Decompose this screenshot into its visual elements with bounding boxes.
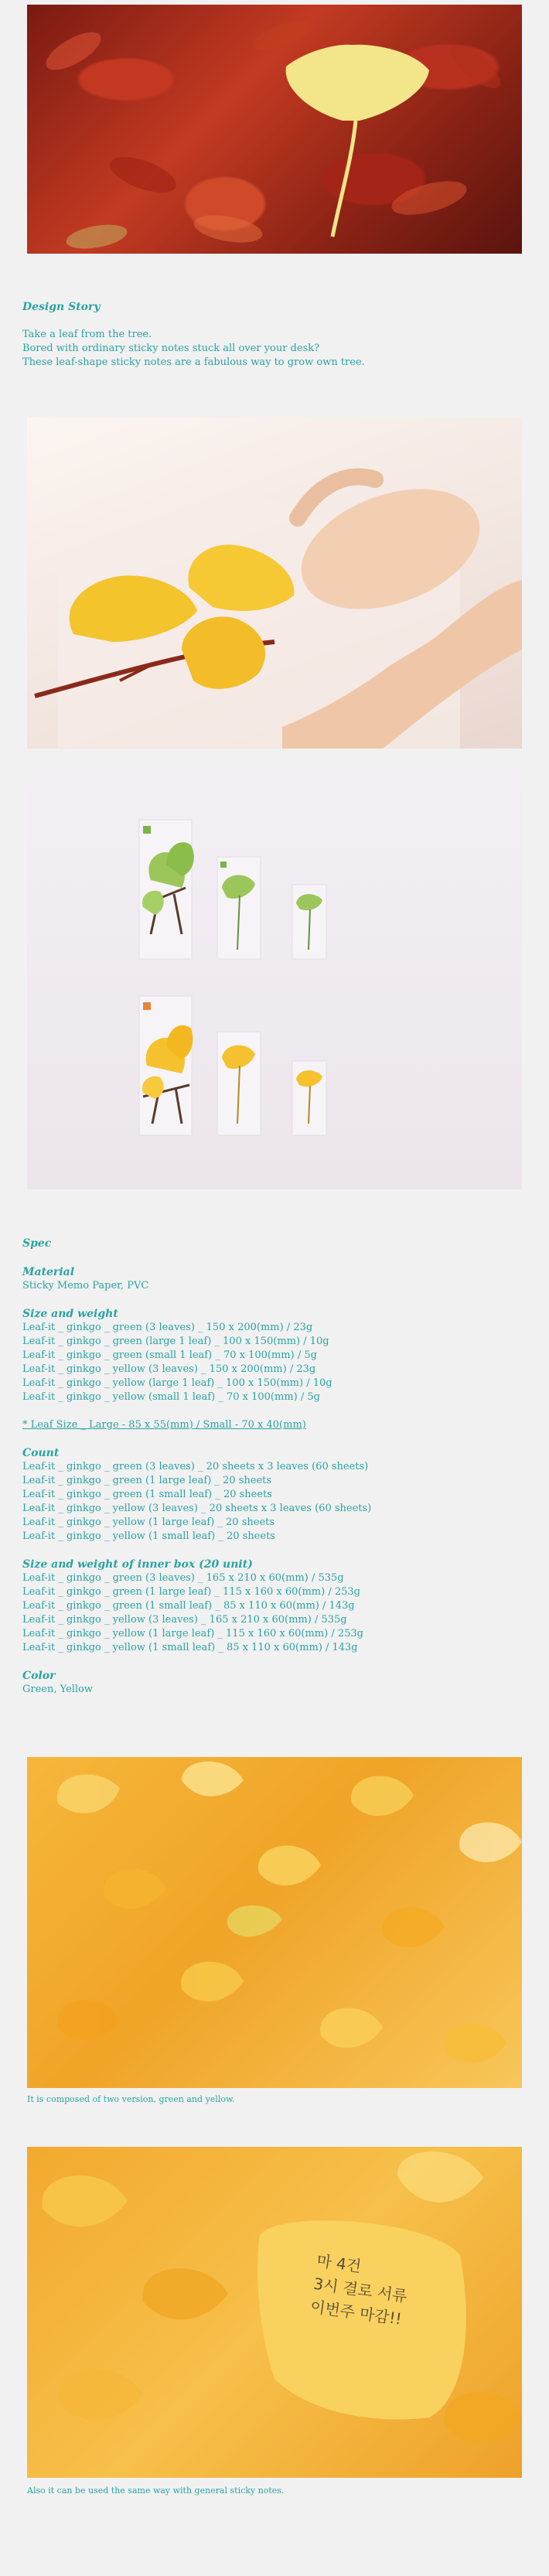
photo-leaf-note-with-handwriting xyxy=(27,2147,522,2478)
material-value: Sticky Memo Paper, PVC xyxy=(22,1280,149,1291)
design-story-line-2: Bored with ordinary sticky notes stuck all over your desk? xyxy=(22,343,320,354)
count-line-2: Leaf-it _ ginkgo _ green (1 large leaf) _ 20 sheets xyxy=(22,1475,272,1486)
handwriting xyxy=(309,2249,411,2331)
caption-two-versions: It is composed of two version, green and yellow. xyxy=(27,2094,235,2104)
size-line-1: Leaf-it _ ginkgo _ green (3 leaves) _ 150 x 200(mm) / 23g xyxy=(22,1322,313,1333)
handwriting-line-3: 이번주 마감!! xyxy=(309,2297,403,2329)
size-line-4: Leaf-it _ ginkgo _ yellow (3 leaves) _ 150 x 200(mm) / 23g xyxy=(22,1363,316,1375)
box-line-5: Leaf-it _ ginkgo _ yellow (1 large leaf) _ 115 x 160 x 60(mm) / 253g xyxy=(22,1628,363,1639)
box-line-3: Leaf-it _ ginkgo _ green (1 small leaf) _ 85 x 110 x 60(mm) / 143g xyxy=(22,1600,355,1612)
design-story-line-1: Take a leaf from the tree. xyxy=(22,329,152,340)
size-line-2: Leaf-it _ ginkgo _ green (large 1 leaf) _ 100 x 150(mm) / 10g xyxy=(22,1336,329,1347)
leaf-pile xyxy=(27,1757,522,2088)
material-heading: Material xyxy=(22,1266,75,1278)
count-line-3: Leaf-it _ ginkgo _ green (1 small leaf) _ 20 sheets xyxy=(22,1489,272,1500)
count-heading: Count xyxy=(22,1447,60,1459)
inner-box-heading: Size and weight of inner box (20 unit) xyxy=(22,1558,253,1571)
size-weight-heading: Size and weight xyxy=(22,1308,118,1320)
count-line-1: Leaf-it _ ginkgo _ green (3 leaves) _ 20 sheets x 3 leaves (60 sheets) xyxy=(22,1461,369,1472)
handwriting-line-2: 3시 결로 서류 xyxy=(312,2274,409,2306)
box-line-1: Leaf-it _ ginkgo _ green (3 leaves) _ 165 x 210 x 60(mm) / 535g xyxy=(22,1572,344,1584)
design-story-line-3: These leaf-shape sticky notes are a fabulous way to grow own tree. xyxy=(22,357,365,368)
count-line-4: Leaf-it _ ginkgo _ yellow (3 leaves) _ 20 sheets x 3 leaves (60 sheets) xyxy=(22,1503,372,1514)
caption-usage: Also it can be used the same way with general sticky notes. xyxy=(27,2486,285,2496)
color-heading: Color xyxy=(22,1670,56,1682)
design-story-heading: Design Story xyxy=(22,301,101,313)
count-line-5: Leaf-it _ ginkgo _ yellow (1 large leaf) _ 20 sheets xyxy=(22,1517,275,1528)
count-line-6: Leaf-it _ ginkgo _ yellow (1 small leaf) _ 20 sheets xyxy=(22,1530,275,1542)
size-line-5: Leaf-it _ ginkgo _ yellow (large 1 leaf) _ 100 x 150(mm) / 10g xyxy=(22,1377,332,1389)
hero-photo-red-leaves-ginkgo xyxy=(27,5,522,254)
photo-product-packages-green-yellow xyxy=(27,772,522,1189)
box-line-2: Leaf-it _ ginkgo _ green (1 large leaf) _ 115 x 160 x 60(mm) / 253g xyxy=(22,1586,360,1598)
photo-pile-of-leaf-notes xyxy=(27,1757,522,2088)
leaf-size-note: * Leaf Size _ Large - 85 x 55(mm) / Small - 70 x 40(mm) xyxy=(22,1419,306,1431)
spec-heading: Spec xyxy=(22,1237,52,1250)
box-line-6: Leaf-it _ ginkgo _ yellow (1 small leaf) _ 85 x 110 x 60(mm) / 143g xyxy=(22,1642,358,1653)
size-line-3: Leaf-it _ ginkgo _ green (small 1 leaf) _ 70 x 100(mm) / 5g xyxy=(22,1349,317,1361)
handwriting-line-1: 마 4건 xyxy=(315,2250,363,2276)
photo-hand-peeling-leaf-notes xyxy=(27,418,522,749)
handwritten-leaf-note xyxy=(27,2147,522,2478)
ginkgo-leaf-illustration xyxy=(27,5,522,254)
leaf-notes-on-sheet xyxy=(27,418,522,749)
box-line-4: Leaf-it _ ginkgo _ yellow (3 leaves) _ 165 x 210 x 60(mm) / 535g xyxy=(22,1614,347,1626)
size-line-6: Leaf-it _ ginkgo _ yellow (small 1 leaf) _ 70 x 100(mm) / 5g xyxy=(22,1391,320,1403)
package-lineup xyxy=(27,772,522,1189)
color-value: Green, Yellow xyxy=(22,1684,94,1695)
